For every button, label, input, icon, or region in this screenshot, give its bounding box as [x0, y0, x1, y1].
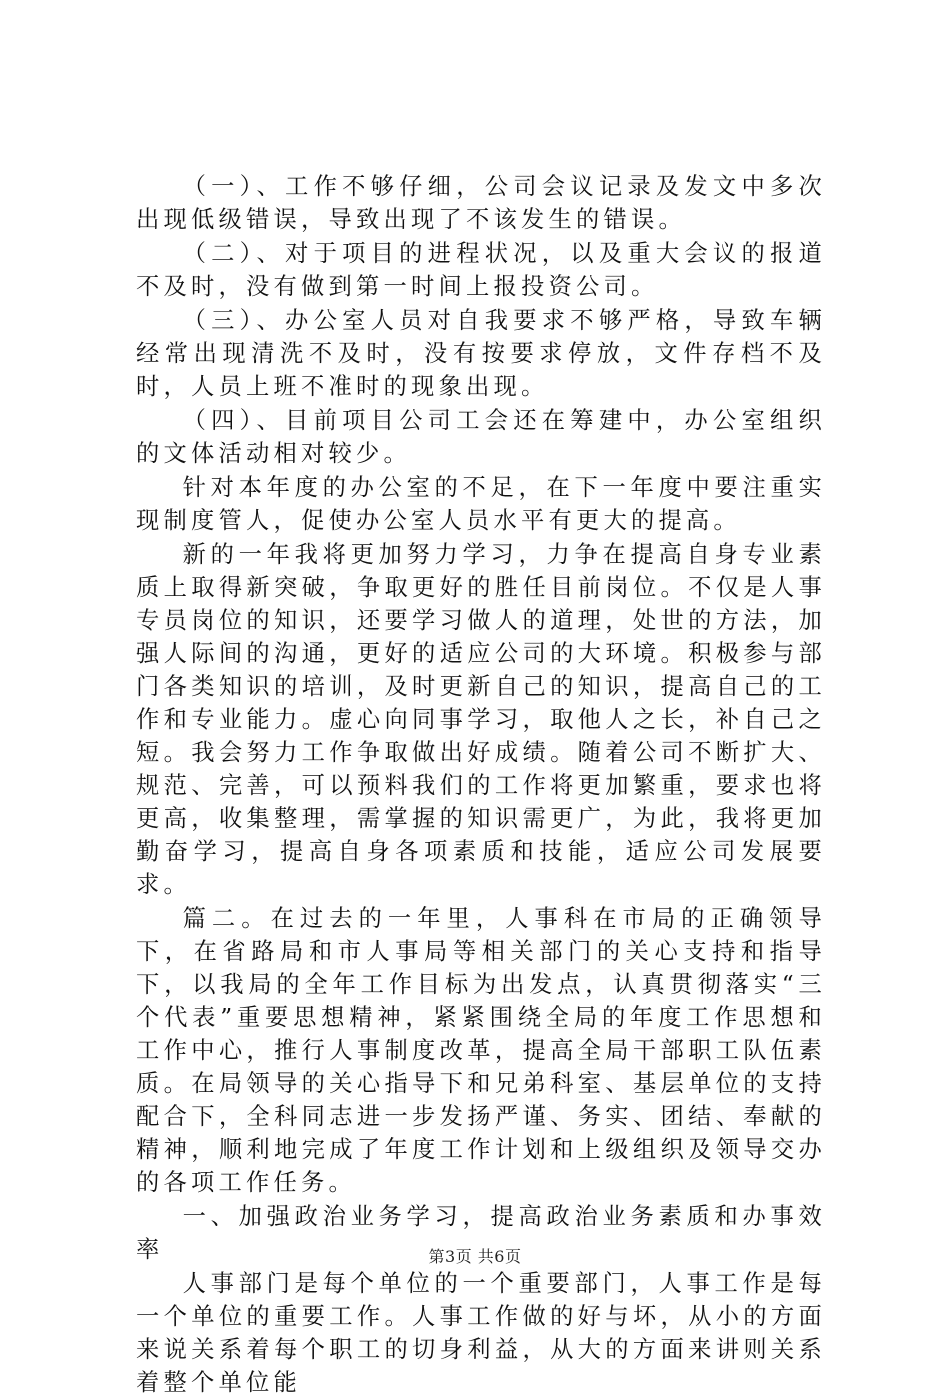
section-heading-1: 一、加强政治业务学习，提高政治业务素质和办事效率 — [136, 1203, 826, 1263]
paragraph-new-year-plan: 新的一年我将更加努力学习，力争在提高自身专业素质上取得新突破，争取更好的胜任目前岗位。不仅是人事专员岗位的知识，还要学习做人的道理，处世的方法，加强人际间的沟通，更好的适应公司的大环境。积极参与部门各类知识的培训，及时更新自己的知识，提高自己的工作和专业能力。虚心向同事学习，取他人之长，补自己之短。我会努力工作争取做出好成绩。随着公司不断扩大、规范、完善，可以预料我们的工作将更加繁重，要求也将更高，收集整理，需掌握的知识需更广，为此，我将更加勤奋学习，提高自身各项素质和技能，适应公司发展要求。 — [136, 541, 826, 898]
paragraph-improvement: 针对本年度的办公室的不足，在下一年度中要注重实现制度管人，促使办公室人员水平有更大的提高。 — [136, 474, 826, 534]
paragraph-issue-4: （四）、目前项目公司工会还在筹建中，办公室组织的文体活动相对较少。 — [136, 407, 826, 467]
paragraph-issue-3: （三）、办公室人员对自我要求不够严格，导致车辆经常出现清洗不及时，没有按要求停放，文件存档不及时，人员上班不准时的现象出现。 — [136, 307, 826, 400]
paragraph-part-two-intro: 篇二。在过去的一年里，人事科在市局的正确领导下，在省路局和市人事局等相关部门的关心支持和指导下，以我局的全年工作目标为出发点，认真贯彻落实“三个代表”重要思想精神，紧紧围绕全局的年度工作思想和工作中心，推行人事制度改革，提高全局干部职工队伍素质。在局领导的关心指导下和兄弟科室、基层单位的支持配合下，全科同志进一步发扬严谨、务实、团结、奉献的精神，顺利地完成了年度工作计划和上级组织及领导交办的各项工作任务。 — [136, 905, 826, 1196]
paragraph-issue-1: （一）、工作不够仔细，公司会议记录及发文中多次出现低级错误，导致出现了不该发生的错误。 — [136, 173, 826, 233]
document-body — [136, 170, 826, 1400]
page-number-footer: 第3页 共6页 — [428, 1247, 522, 1266]
paragraph-issue-2: （二）、对于项目的进程状况，以及重大会议的报道不及时，没有做到第一时间上报投资公司。 — [136, 240, 826, 300]
paragraph-hr-importance: 人事部门是每个单位的一个重要部门，人事工作是每一个单位的重要工作。人事工作做的好与坏，从小的方面来说关系着每个职工的切身利益，从大的方面来讲则关系着整个单位能 — [136, 1270, 826, 1396]
